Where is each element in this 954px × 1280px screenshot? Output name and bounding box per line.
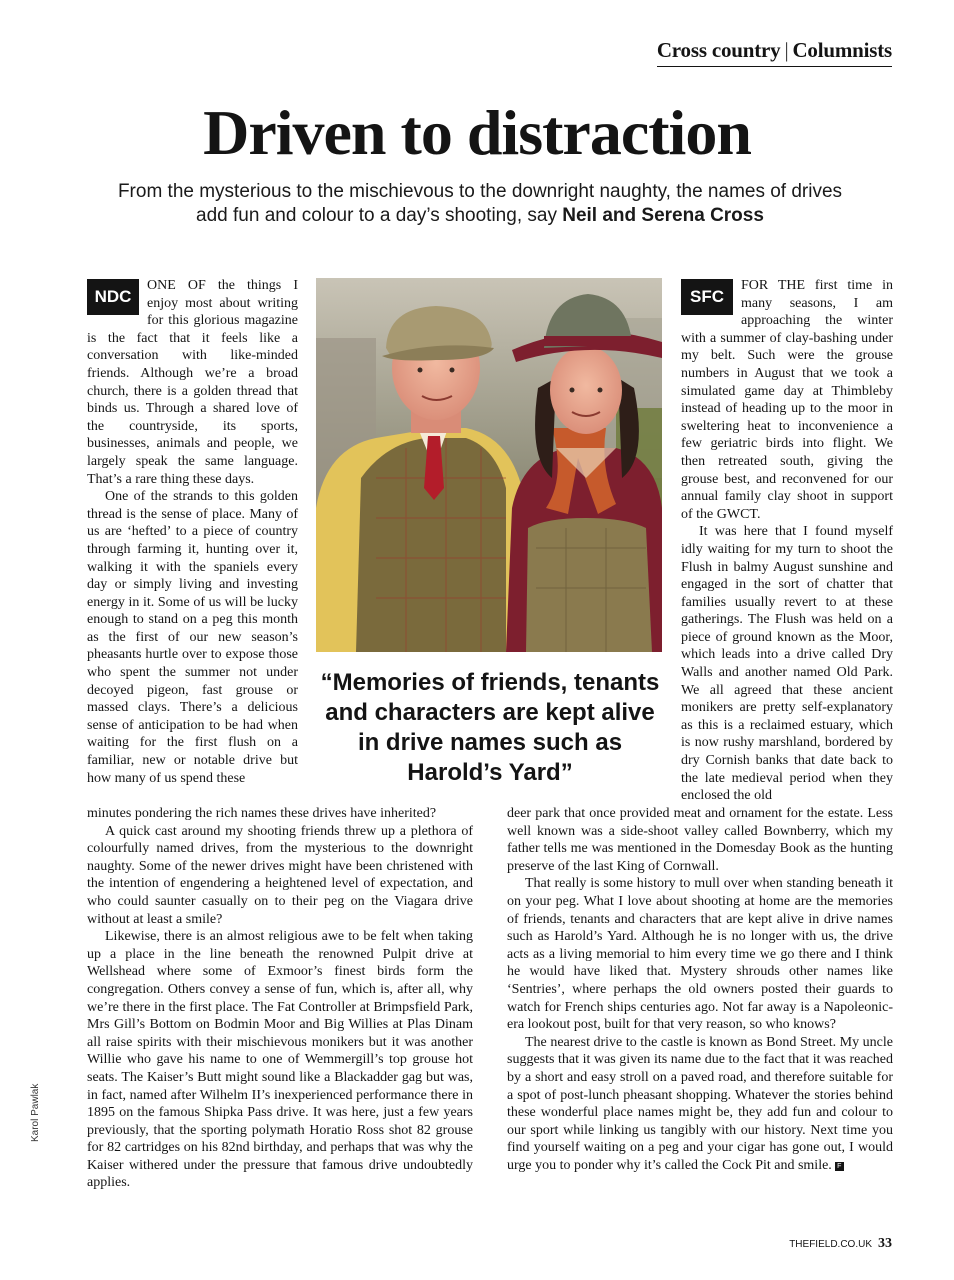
ndc-continued-column: [87, 805, 473, 1192]
ndc-paragraph-2: One of the strands to this golden thread is the sense of place. Many of us are ‘hefted’ to a piece of country through farming it, hunting over it, walking it with the spaniels every day or simply living and investing energy in it. Some of us will be lucky enough to stand on a peg this month as the first of our new season’s pheasants hurtle over to expose those who spent the summer not under decoyed pigeon, fast grouse or massed clays. There’s a delicious sense of anticipation to be had when waiting for the first flush on a familiar, new or notable drive but how many of us spend these: [87, 489, 298, 786]
sfc-continued-paragraph-2: That really is some history to mull over when standing beneath it on your peg. What I love about shooting at home are the memories of friends, tenants and characters that are kept alive in drive names such as Harold’s Yard. Although he is no longer with us, the drive acts as a living memorial to him every time we go there and I think he would have liked that. Mystery shrouds other names like ‘Sentries’, where perhaps the old owners posted their guards to watch for French ships centuries ago. Not far away is a Napoleonic-era lookout post, built for that very reason, so who knows?: [507, 876, 893, 1033]
sfc-final-text: The nearest drive to the castle is known as Bond Street. My uncle suggests that it was given its name due to the fact that it was reached by a short and easy stroll on a paved road, and therefore suitable for a spot of post-lunch pheasant shopping. Whatever the stories behind these wonderful place names might be, they add fun and colour to our sport while linking us tangibly with our history. Next time you find yourself waiting on a peg and your cigar has gone out, I would urge you to ponder why it’s called the Cock Pit and smile.: [507, 1034, 893, 1173]
ndc-paragraph-1: ONE OF the things I enjoy most about writing for this glorious magazine is the fact that it feels like a conversation with like-minded friends. Although we’re a broad church, there is a golden thread that binds us. Through a shared love of the countryside, its sports, businesses, animals and people, we largely speak the same language. That’s a rare thing these days.: [87, 278, 298, 487]
section-header: [657, 38, 892, 67]
standfirst-text: From the mysterious to the mischievous to the downright naughty, the names of drives add fun and colour to a day’s shooting, say: [117, 181, 843, 226]
sfc-tag: SFC: [681, 279, 733, 315]
columnists-photo: [316, 278, 662, 652]
end-mark: F: [835, 1162, 844, 1171]
sfc-continued-column: [507, 805, 893, 1174]
ndc-tag: NDC: [87, 279, 139, 315]
standfirst: [110, 180, 850, 228]
section-separator: |: [784, 38, 789, 62]
standfirst-authors: Neil and Serena Cross: [562, 205, 764, 226]
footer-site: THEFIELD.CO.UK: [789, 1239, 872, 1250]
photo-credit: Karol Pawlak: [30, 1083, 41, 1142]
sfc-continued-paragraph-1: deer park that once provided meat and ornament for the estate. Less well known was a side-shoot valley called Bownberry, which my father tells me was mentioned in the Domesday Book as the hunting preserve of the last King of Cornwall.: [507, 806, 893, 874]
page-footer: [789, 1236, 892, 1252]
sfc-paragraph-1: FOR THE first time in many seasons, I am approaching the winter with a summer of clay-bashing under my belt. Such were the grouse numbers in August that we took a simulated game day at Thimbleby instead of heading up to the moor in sweltering heat to inconvenience a few geriatric birds into flight. We then retreated south, giving the grouse best, and reconvened for our annual family clay shoot in support of the GWCT.: [681, 278, 893, 522]
sfc-column: [681, 277, 893, 805]
section-label: Cross country: [656, 38, 781, 62]
ndc-continued-paragraph-1: minutes pondering the rich names these drives have inherited?: [87, 806, 437, 821]
ndc-continued-paragraph-3: Likewise, there is an almost religious awe to be felt when taking up a place in the line beneath the renowned Pulpit drive at Wellshead where some of Exmoor’s finest birds form the congregation. Others convey a sense of fun, which is, after all, why we’re there in the first place. The Fat Controller at Brimpsfield Park, Mrs Gill’s Bottom on Bodmin Moor and Big Willies at Plas Dinam all raise spirits with their mischievous monikers but it was another Willie who gave his name to one of Wemmergill’s top grouse hot seats. The Kaiser’s Butt might sound like a Blackadder gag but was, in fact, named after Wilhelm II’s inexperienced performance there in 1895 on the famous Shipka Pass drive. It was here, just a few years previously, that the sporting polymath Horatio Ross shot 82 grouse for 82 cartridges on his 82nd birthday, and perhaps that was why the Kaiser withered under the pressure that famous drive undoubtedly applies.: [87, 929, 473, 1191]
ndc-column: [87, 277, 298, 787]
columnists-photo-illustration: [316, 278, 662, 652]
sfc-continued-paragraph-3: [507, 1034, 893, 1175]
subsection-label: Columnists: [792, 38, 892, 62]
sfc-paragraph-2: It was here that I found myself idly waiting for my turn to shoot the Flush in balmy August sunshine and engaged in the sort of chatter that families usually revert to at these gatherings. The Flush was held on a piece of ground known as the Moor, which leads into a drive called Dry Walls and another named Old Park. We all agreed that these ancient monikers are pretty self-explanatory as this is a reclaimed estuary, which is now rushy marshland, bordered by dry Cornish banks that date back to the late medieval period when they enclosed the old: [681, 524, 893, 804]
headline: Driven to distraction: [203, 97, 751, 168]
page-number: 33: [878, 1236, 892, 1251]
ndc-continued-paragraph-2: A quick cast around my shooting friends threw up a plethora of colourfully named drives, from the mysterious to the downright naughty. Some of the newer drives might have been christened with the intention of engendering a heightened level of expectation, and who could saunter casually on to their peg on the Viagara drive without at least a smile?: [87, 823, 473, 927]
pull-quote: “Memories of friends, tenants and characters are kept alive in drive names such as Harold’s Yard”: [320, 669, 660, 786]
